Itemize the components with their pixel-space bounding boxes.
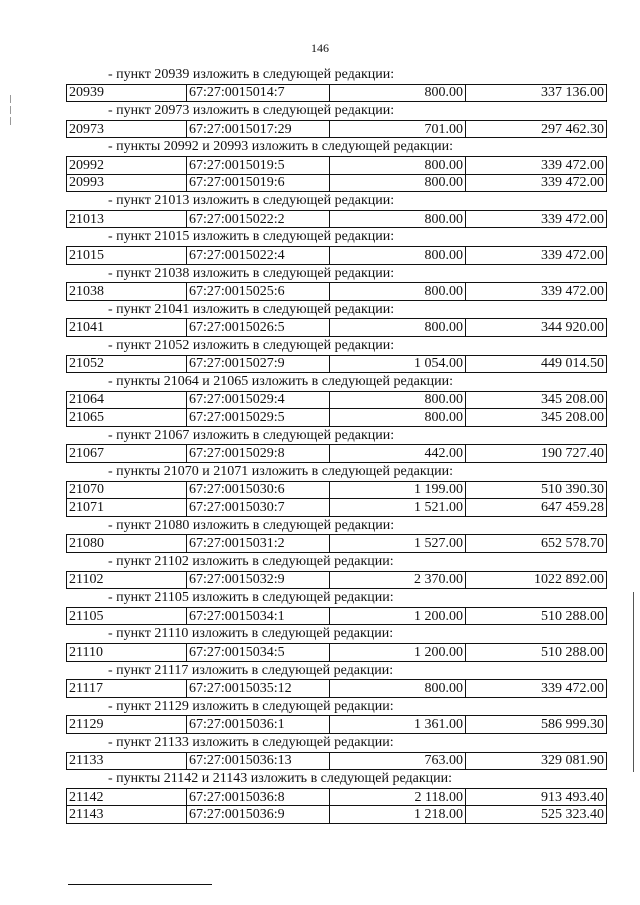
cadastral-number-cell: 67:27:0015029:8: [187, 445, 330, 463]
section-heading: - пункт 21105 изложить в следующей редакции:: [108, 590, 394, 606]
item-number-cell: 21110: [67, 644, 187, 662]
section-table: [66, 534, 607, 553]
area-cell: 800.00: [330, 391, 466, 409]
cadastral-number-cell: 67:27:0015036:13: [187, 752, 330, 770]
area-cell: 800.00: [330, 156, 466, 174]
section-heading: - пункт 21129 изложить в следующей редакции:: [108, 698, 394, 714]
section-table: [66, 607, 607, 626]
table-row: [67, 680, 607, 698]
item-number-cell: 21015: [67, 246, 187, 264]
cadastral-number-cell: 67:27:0015029:5: [187, 409, 330, 427]
section-table: [66, 282, 607, 301]
value-cell: 339 472.00: [466, 174, 607, 192]
cadastral-number-cell: 67:27:0015034:1: [187, 607, 330, 625]
section-heading: - пункт 21117 изложить в следующей редакции:: [108, 662, 394, 678]
item-number-cell: 21041: [67, 319, 187, 337]
item-number-cell: 21142: [67, 788, 187, 806]
table-row: [67, 752, 607, 770]
cadastral-number-cell: 67:27:0015035:12: [187, 680, 330, 698]
value-cell: 190 727.40: [466, 445, 607, 463]
table-row: [67, 156, 607, 174]
table-row: [67, 355, 607, 373]
value-cell: 297 462.30: [466, 120, 607, 138]
item-number-cell: 21080: [67, 535, 187, 553]
page-number: 146: [311, 41, 329, 55]
area-cell: 1 527.00: [330, 535, 466, 553]
item-number-cell: 21105: [67, 607, 187, 625]
cadastral-number-cell: 67:27:0015027:9: [187, 355, 330, 373]
amendments-list: [66, 66, 606, 824]
cadastral-number-cell: 67:27:0015036:8: [187, 788, 330, 806]
value-cell: 586 999.30: [466, 716, 607, 734]
section-heading: - пункты 20992 и 20993 изложить в следующей редакции:: [108, 139, 454, 155]
table-row: [67, 571, 607, 589]
cadastral-number-cell: 67:27:0015019:5: [187, 156, 330, 174]
item-number-cell: 21067: [67, 445, 187, 463]
section-heading: - пункты 21070 и 21071 изложить в следующей редакции:: [108, 464, 454, 480]
area-cell: 800.00: [330, 409, 466, 427]
value-cell: 345 208.00: [466, 391, 607, 409]
cadastral-number-cell: 67:27:0015031:2: [187, 535, 330, 553]
item-number-cell: 20992: [67, 156, 187, 174]
area-cell: 800.00: [330, 319, 466, 337]
value-cell: 647 459.28: [466, 499, 607, 517]
area-cell: 1 199.00: [330, 481, 466, 499]
section-table: [66, 444, 607, 463]
table-row: [67, 84, 607, 102]
cadastral-number-cell: 67:27:0015022:2: [187, 210, 330, 228]
item-number-cell: 21064: [67, 391, 187, 409]
value-cell: 339 472.00: [466, 283, 607, 301]
cadastral-number-cell: 67:27:0015034:5: [187, 644, 330, 662]
section-table: [66, 752, 607, 771]
section-table: [66, 643, 607, 662]
value-cell: 449 014.50: [466, 355, 607, 373]
section-table: [66, 355, 607, 374]
footnote-separator: [68, 884, 212, 885]
value-cell: 344 920.00: [466, 319, 607, 337]
table-row: [67, 246, 607, 264]
section-table: [66, 318, 607, 337]
item-number-cell: 21065: [67, 409, 187, 427]
area-cell: 1 054.00: [330, 355, 466, 373]
section-heading: - пункт 21013 изложить в следующей редакции:: [108, 193, 395, 209]
table-row: [67, 806, 607, 824]
area-cell: 2 118.00: [330, 788, 466, 806]
value-cell: 339 472.00: [466, 680, 607, 698]
cadastral-number-cell: 67:27:0015032:9: [187, 571, 330, 589]
cadastral-number-cell: 67:27:0015019:6: [187, 174, 330, 192]
area-cell: 442.00: [330, 445, 466, 463]
area-cell: 800.00: [330, 680, 466, 698]
item-number-cell: 21143: [67, 806, 187, 824]
table-row: [67, 283, 607, 301]
area-cell: 800.00: [330, 283, 466, 301]
value-cell: 339 472.00: [466, 210, 607, 228]
section-table: [66, 246, 607, 265]
table-row: [67, 391, 607, 409]
value-cell: 1022 892.00: [466, 571, 607, 589]
section-table: [66, 788, 607, 824]
value-cell: 337 136.00: [466, 84, 607, 102]
area-cell: 800.00: [330, 84, 466, 102]
section-table: [66, 571, 607, 590]
value-cell: 652 578.70: [466, 535, 607, 553]
area-cell: 1 200.00: [330, 644, 466, 662]
table-row: [67, 120, 607, 138]
item-number-cell: 21038: [67, 283, 187, 301]
section-heading: - пункт 20973 изложить в следующей редакции:: [108, 103, 395, 119]
area-cell: 2 370.00: [330, 571, 466, 589]
area-cell: 1 361.00: [330, 716, 466, 734]
cadastral-number-cell: 67:27:0015036:1: [187, 716, 330, 734]
item-number-cell: 21102: [67, 571, 187, 589]
section-table: [66, 679, 607, 698]
value-cell: 339 472.00: [466, 246, 607, 264]
cadastral-number-cell: 67:27:0015029:4: [187, 391, 330, 409]
area-cell: 800.00: [330, 210, 466, 228]
section-heading: - пункт 21110 изложить в следующей редакции:: [108, 626, 394, 642]
section-heading: - пункт 21133 изложить в следующей редакции:: [108, 734, 394, 750]
item-number-cell: 21013: [67, 210, 187, 228]
item-number-cell: 21052: [67, 355, 187, 373]
area-cell: 763.00: [330, 752, 466, 770]
area-cell: 800.00: [330, 174, 466, 192]
cadastral-number-cell: 67:27:0015014:7: [187, 84, 330, 102]
table-row: [67, 481, 607, 499]
value-cell: 345 208.00: [466, 409, 607, 427]
area-cell: 800.00: [330, 246, 466, 264]
section-heading: - пункт 21015 изложить в следующей редакции:: [108, 229, 395, 245]
section-table: [66, 120, 607, 139]
value-cell: 510 288.00: [466, 644, 607, 662]
item-number-cell: 21070: [67, 481, 187, 499]
table-row: [67, 319, 607, 337]
table-row: [67, 409, 607, 427]
item-number-cell: 20939: [67, 84, 187, 102]
section-heading: - пункт 21038 изложить в следующей редакции:: [108, 265, 395, 281]
cadastral-number-cell: 67:27:0015025:6: [187, 283, 330, 301]
item-number-cell: 20993: [67, 174, 187, 192]
table-row: [67, 535, 607, 553]
section-heading: - пункт 21080 изложить в следующей редакции:: [108, 517, 395, 533]
section-heading: - пункты 21064 и 21065 изложить в следующей редакции:: [108, 374, 454, 390]
table-row: [67, 499, 607, 517]
item-number-cell: 21071: [67, 499, 187, 517]
value-cell: 510 288.00: [466, 607, 607, 625]
section-heading: - пункт 20939 изложить в следующей редакции:: [108, 67, 395, 82]
cadastral-number-cell: 67:27:0015017:29: [187, 120, 330, 138]
item-number-cell: 21117: [67, 680, 187, 698]
cadastral-number-cell: 67:27:0015036:9: [187, 806, 330, 824]
cadastral-number-cell: 67:27:0015026:5: [187, 319, 330, 337]
area-cell: 1 200.00: [330, 607, 466, 625]
cadastral-number-cell: 67:27:0015030:7: [187, 499, 330, 517]
area-cell: 1 521.00: [330, 499, 466, 517]
table-row: [67, 210, 607, 228]
value-cell: 913 493.40: [466, 788, 607, 806]
item-number-cell: 21133: [67, 752, 187, 770]
section-heading: - пункт 21041 изложить в следующей редакции:: [108, 301, 395, 317]
value-cell: 510 390.30: [466, 481, 607, 499]
scan-edge-line: [633, 592, 634, 772]
value-cell: 339 472.00: [466, 156, 607, 174]
table-row: [67, 607, 607, 625]
area-cell: 701.00: [330, 120, 466, 138]
value-cell: 329 081.90: [466, 752, 607, 770]
cadastral-number-cell: 67:27:0015030:6: [187, 481, 330, 499]
scan-margin-marks: [9, 92, 12, 130]
section-table: [66, 156, 607, 192]
section-heading: - пункт 21102 изложить в следующей редакции:: [108, 554, 394, 570]
table-row: [67, 716, 607, 734]
section-heading: - пункт 21052 изложить в следующей редакции:: [108, 337, 395, 353]
item-number-cell: 20973: [67, 120, 187, 138]
table-row: [67, 788, 607, 806]
item-number-cell: 21129: [67, 716, 187, 734]
area-cell: 1 218.00: [330, 806, 466, 824]
section-table: [66, 84, 607, 103]
value-cell: 525 323.40: [466, 806, 607, 824]
section-table: [66, 391, 607, 427]
table-row: [67, 445, 607, 463]
table-row: [67, 644, 607, 662]
section-heading: - пункт 21067 изложить в следующей редакции:: [108, 427, 395, 443]
cadastral-number-cell: 67:27:0015022:4: [187, 246, 330, 264]
section-heading: - пункты 21142 и 21143 изложить в следующей редакции:: [108, 771, 453, 787]
section-table: [66, 210, 607, 229]
section-table: [66, 715, 607, 734]
section-table: [66, 481, 607, 517]
table-row: [67, 174, 607, 192]
